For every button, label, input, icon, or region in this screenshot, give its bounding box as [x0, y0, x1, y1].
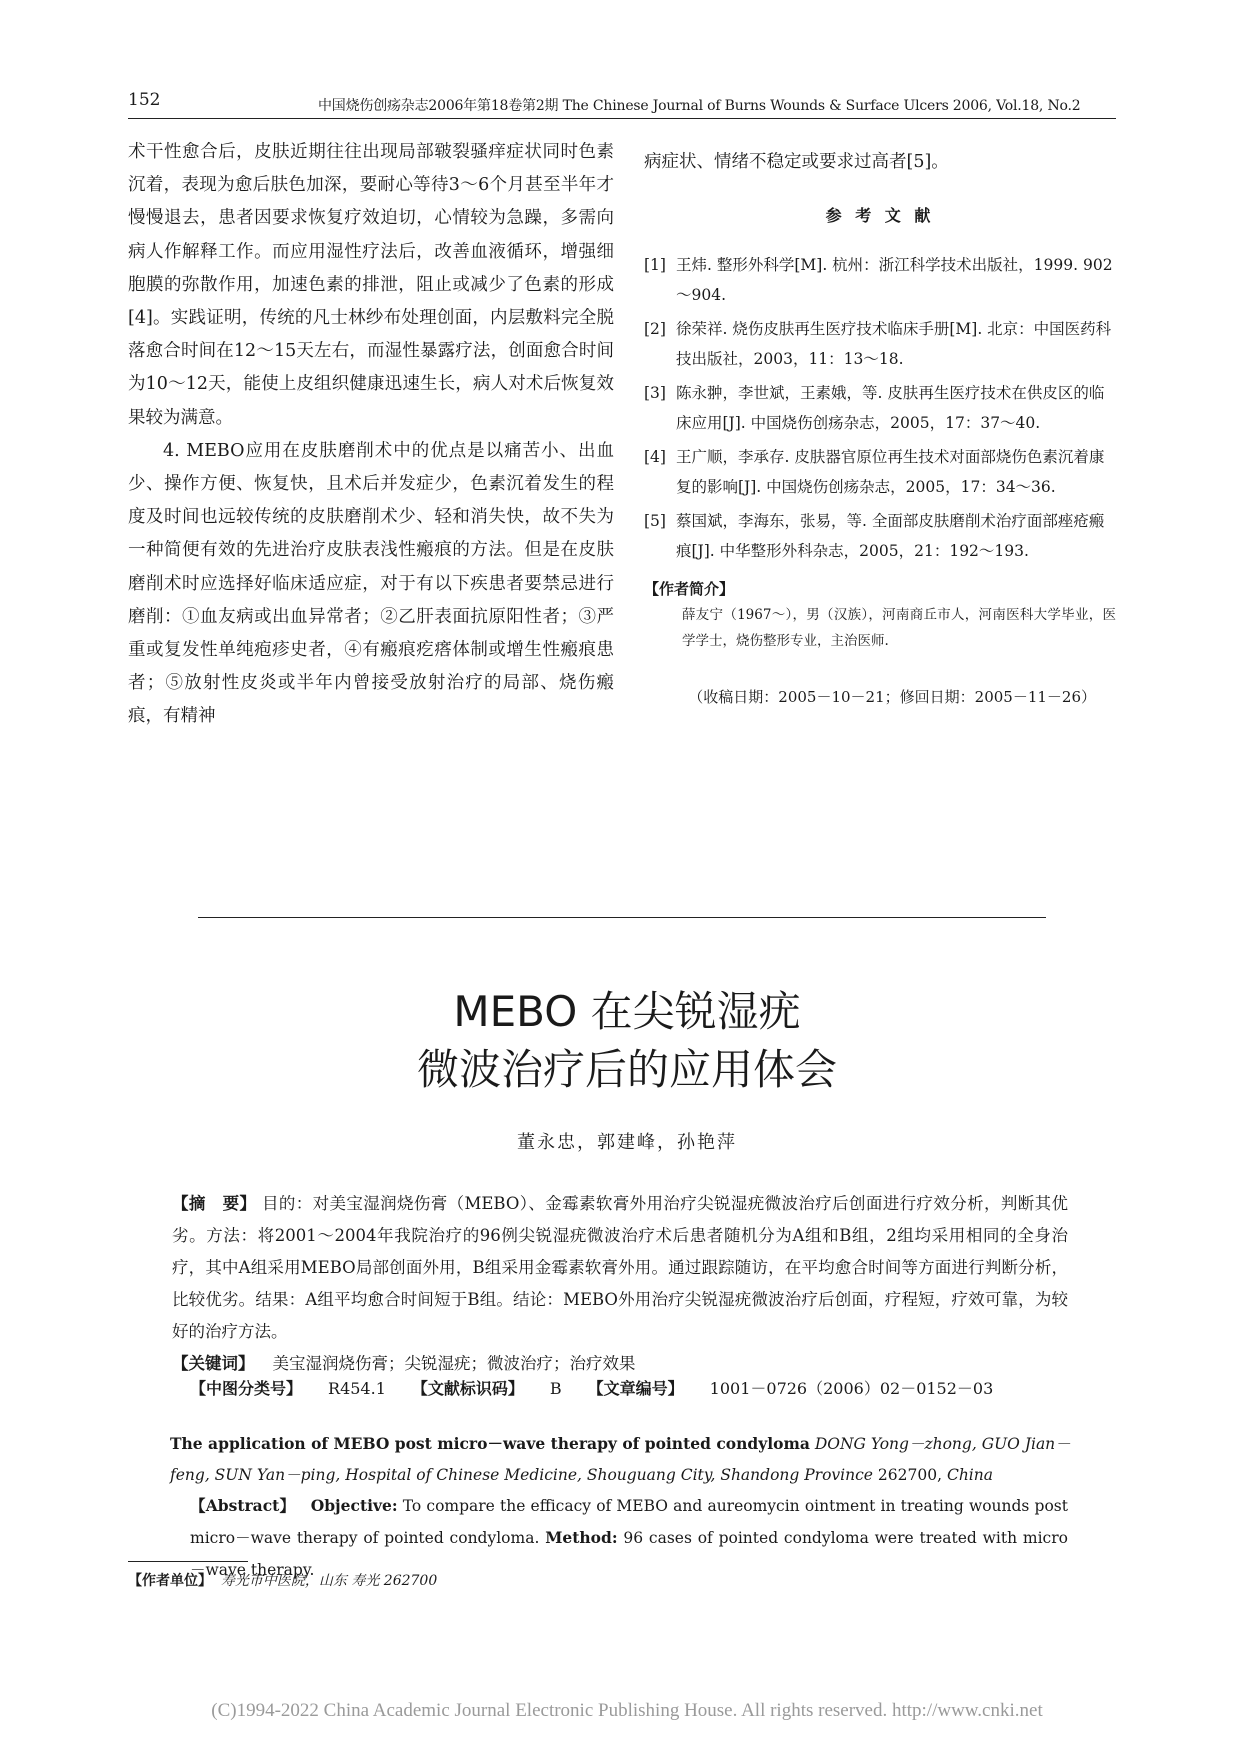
- reference-item: [644, 250, 1116, 310]
- reference-text: 陈永翀，李世斌，王素娥，等. 皮肤再生医疗技术在供皮区的临床应用[J]. 中国烧伤创疡杂志，2005，17：37～40.: [676, 384, 1105, 433]
- english-abstract-label: 【Abstract】: [190, 1496, 296, 1515]
- article-number-label: 【文章编号】: [587, 1379, 684, 1398]
- doc-code-value: B: [549, 1379, 562, 1398]
- english-country: China: [946, 1466, 993, 1484]
- objective-text: To compare the efficacy of MEBO and aureomycin ointment in treating wounds post micro－wave therapy of pointed condyloma.: [190, 1497, 1068, 1547]
- running-header: 中国烧伤创疡杂志2006年第18卷第2期 The Chinese Journal of Burns Wounds & Surface Ulcers 2006, Vol.18, No.2: [318, 98, 1081, 114]
- english-authors: DONG Yong－zhong, GUO Jian－feng, SUN Yan－ping, Hospital of Chinese Medicine, Shouguang City, Shandong Province: [170, 1435, 1071, 1484]
- section-separator: [198, 917, 1046, 918]
- keywords-text: 美宝湿润烧伤膏；尖锐湿疣；微波治疗；治疗效果: [272, 1354, 636, 1373]
- reference-text: 徐荣祥. 烧伤皮肤再生医疗技术临床手册[M]. 北京：中国医药科技出版社，2003，11：13～18.: [676, 320, 1112, 369]
- classification-line: [190, 1376, 993, 1399]
- footnote-rule: [128, 1561, 248, 1562]
- reference-item: [644, 506, 1116, 566]
- reference-number: [2]: [644, 320, 666, 339]
- reference-number: [1]: [644, 256, 666, 275]
- left-column: [128, 136, 614, 734]
- header-rule: [128, 118, 1116, 119]
- abstract-label: 【摘 要】: [172, 1194, 257, 1213]
- reference-number: [4]: [644, 448, 666, 467]
- copyright-watermark: (C)1994-2022 China Academic Journal Electronic Publishing House. All rights reserved. http://www.cnki.net: [211, 1700, 1043, 1721]
- title-line: MEBO 在尖锐湿疣: [453, 987, 801, 1036]
- doc-code-label: 【文献标识码】: [411, 1379, 524, 1398]
- article-title: [0, 983, 1254, 1099]
- abstract-text: 目的：对美宝湿润烧伤膏（MEBO）、金霉素软膏外用治疗尖锐湿疣微波治疗后创面进行疗效分析，判断其优劣。方法：将2001～2004年我院治疗的96例尖锐湿疣微波治疗术后患者随机分为A组和B组，2组均采用相同的全身治疗，其中A组采用MEBO局部创面外用，B组采用金霉素软膏外用。通过跟踪随访，在平均愈合时间等方面进行判断分析，比较优劣。结果：A组平均愈合时间短于B组。结论：MEBO外用治疗尖锐湿疣微波治疗后创面，疗程短，疗效可靠，为较好的治疗方法。: [172, 1194, 1068, 1341]
- english-title-block: [170, 1428, 1080, 1491]
- reference-text: 王炜. 整形外科学[M]. 杭州：浙江科学技术出版社，1999. 902～904.: [676, 256, 1113, 305]
- page-number: 152: [128, 90, 161, 110]
- class-value: R454.1: [328, 1379, 386, 1398]
- footnote: [128, 1570, 437, 1590]
- reference-item: [644, 378, 1116, 438]
- article-authors: 董永忠，郭建峰，孙艳萍: [517, 1132, 737, 1153]
- keywords-label: 【关键词】: [172, 1354, 255, 1373]
- reference-item: [644, 442, 1116, 502]
- article-number-value: 1001－0726（2006）02－0152－03: [709, 1379, 994, 1398]
- chinese-abstract: [172, 1188, 1068, 1380]
- body-paragraph: 病症状、情绪不稳定或要求过高者[5]。: [644, 152, 949, 172]
- footnote-text: 寿光市中医院，山东 寿光 262700: [220, 1573, 438, 1589]
- reference-item: [644, 314, 1116, 374]
- right-column: [644, 146, 1116, 710]
- english-postcode: 262700,: [877, 1466, 943, 1484]
- footnote-label: 【作者单位】: [128, 1573, 212, 1589]
- title-line: 微波治疗后的应用体会: [416, 1045, 837, 1094]
- english-title: The application of MEBO post micro－wave therapy of pointed condyloma: [170, 1434, 810, 1453]
- author-intro-heading: 【作者简介】: [644, 580, 735, 599]
- abstract-paragraph: [172, 1188, 1068, 1348]
- received-date: （收稿日期：2005－10－21；修回日期：2005－11－26）: [688, 688, 1096, 707]
- author-intro: 薛友宁（1967～），男（汉族），河南商丘市人，河南医科大学毕业，医学学士，烧伤整形专业，主治医师.: [682, 607, 1116, 650]
- reference-text: 王广顺，李承存. 皮肤器官原位再生技术对面部烧伤色素沉着康复的影响[J]. 中国烧伤创疡杂志，2005，17：34～36.: [676, 448, 1105, 497]
- reference-number: [5]: [644, 512, 666, 531]
- class-label: 【中图分类号】: [190, 1379, 303, 1398]
- objective-label: Objective:: [310, 1496, 398, 1515]
- references-heading: 参 考 文 献: [825, 206, 935, 226]
- reference-text: 蔡国斌，李海东，张易，等. 全面部皮肤磨削术治疗面部痤疮瘢痕[J]. 中华整形外科杂志，2005，21：192～193.: [676, 512, 1105, 561]
- method-label: Method:: [545, 1528, 618, 1547]
- method-text: 96 cases of pointed condyloma were treated with micro－wave therapy.: [190, 1529, 1068, 1579]
- reference-number: [3]: [644, 384, 666, 403]
- body-paragraph: 术干性愈合后，皮肤近期往往出现局部皲裂骚痒症状同时色素沉着，表现为愈后肤色加深，要耐心等待3～6个月甚至半年才慢慢退去，患者因要求恢复疗效迫切，心情较为急躁，多需向病人作解释工作。而应用湿性疗法后，改善血液循环，增强细胞膜的弥散作用，加速色素的排泄，阻止或减少了色素的形成[4]。实践证明，传统的凡士林纱布处理创面，内层敷料完全脱落愈合时间在12～15天左右，而湿性暴露疗法，创面愈合时间为10～12天，能使上皮组织健康迅速生长，病人对术后恢复效果较为满意。: [128, 142, 614, 428]
- body-paragraph: 4. MEBO应用在皮肤磨削术中的优点是以痛苦小、出血少、操作方便、恢复快，且术后并发症少，色素沉着发生的程度及时间也远较传统的皮肤磨削术少、轻和消失快，故不失为一种简便有效的先进治疗皮肤表浅性瘢痕的方法。但是在皮肤磨削术时应选择好临床适应症，对于有以下疾患者要禁忌进行磨削：①血友病或出血异常者；②乙肝表面抗原阳性者；③严重或复发性单纯疱疹史者，④有瘢痕疙瘩体制或增生性瘢痕患者；⑤放射性皮炎或半年内曾接受放射治疗的局部、烧伤瘢痕，有精神: [128, 440, 614, 727]
